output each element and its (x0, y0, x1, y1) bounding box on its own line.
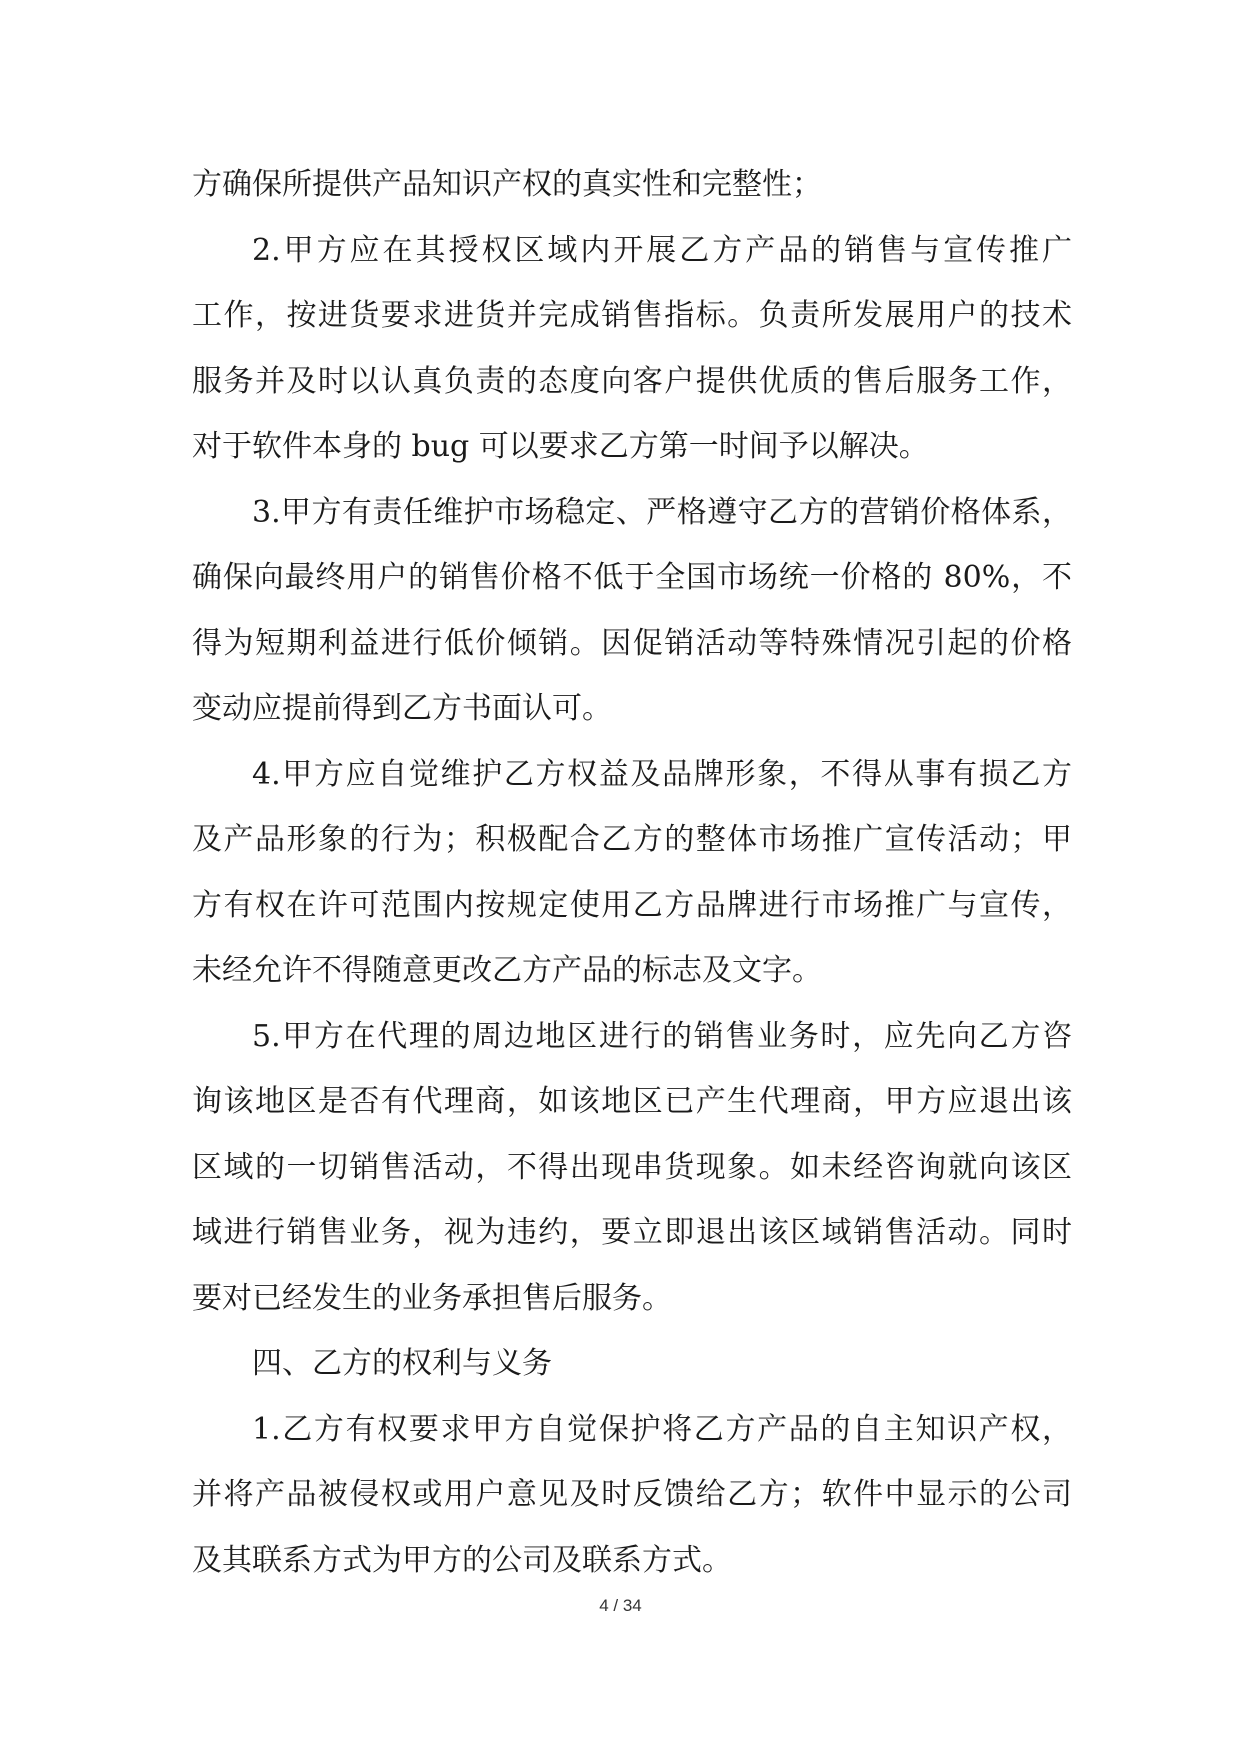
text-line: 4.甲方应自觉维护乙方权益及品牌形象，不得从事有损乙方 (252, 756, 1072, 792)
text-line: 域进行销售业务，视为违约，要立即退出该区域销售活动。同时 (192, 1215, 1072, 1250)
text-line: 变动应提前得到乙方书面认可。 (192, 691, 612, 726)
text-line: 询该地区是否有代理商，如该地区已产生代理商，甲方应退出该 (192, 1084, 1072, 1119)
document-body (192, 152, 1072, 1593)
text-line: 3.甲方有责任维护市场稳定、严格遵守乙方的营销价格体系， (252, 494, 1072, 530)
section-heading: 四、乙方的权利与义务 (252, 1346, 552, 1381)
text-line: 要对已经发生的业务承担售后服务。 (192, 1280, 672, 1316)
text-line: 1.乙方有权要求甲方自觉保护将乙方产品的自主知识产权， (252, 1411, 1072, 1447)
text-line: 2.甲方应在其授权区域内开展乙方产品的销售与宣传推广 (252, 232, 1072, 268)
text-line: 确保向最终用户的销售价格不低于全国市场统一价格的 80%，不 (192, 560, 1072, 595)
page-number: 4 / 34 (599, 1596, 642, 1615)
text-line: 及其联系方式为甲方的公司及联系方式。 (192, 1542, 732, 1578)
text-line: 及产品形象的行为；积极配合乙方的整体市场推广宣传活动；甲 (192, 822, 1072, 857)
text-line: 并将产品被侵权或用户意见及时反馈给乙方；软件中显示的公司 (192, 1477, 1072, 1512)
text-line: 工作，按进货要求进货并完成销售指标。负责所发展用户的技术 (192, 298, 1072, 333)
text-line: 对于软件本身的 bug 可以要求乙方第一时间予以解决。 (192, 429, 929, 464)
text-line: 得为短期利益进行低价倾销。因促销活动等特殊情况引起的价格 (192, 625, 1072, 661)
text-line: 未经允许不得随意更改乙方产品的标志及文字。 (192, 953, 822, 988)
text-line: 服务并及时以认真负责的态度向客户提供优质的售后服务工作， (192, 363, 1072, 399)
text-line: 区域的一切销售活动，不得出现串货现象。如未经咨询就向该区 (192, 1149, 1072, 1185)
text-line: 5.甲方在代理的周边地区进行的销售业务时，应先向乙方咨 (252, 1018, 1072, 1054)
text-line: 方有权在许可范围内按规定使用乙方品牌进行市场推广与宣传， (192, 887, 1072, 923)
text-line: 方确保所提供产品知识产权的真实性和完整性； (192, 167, 822, 202)
